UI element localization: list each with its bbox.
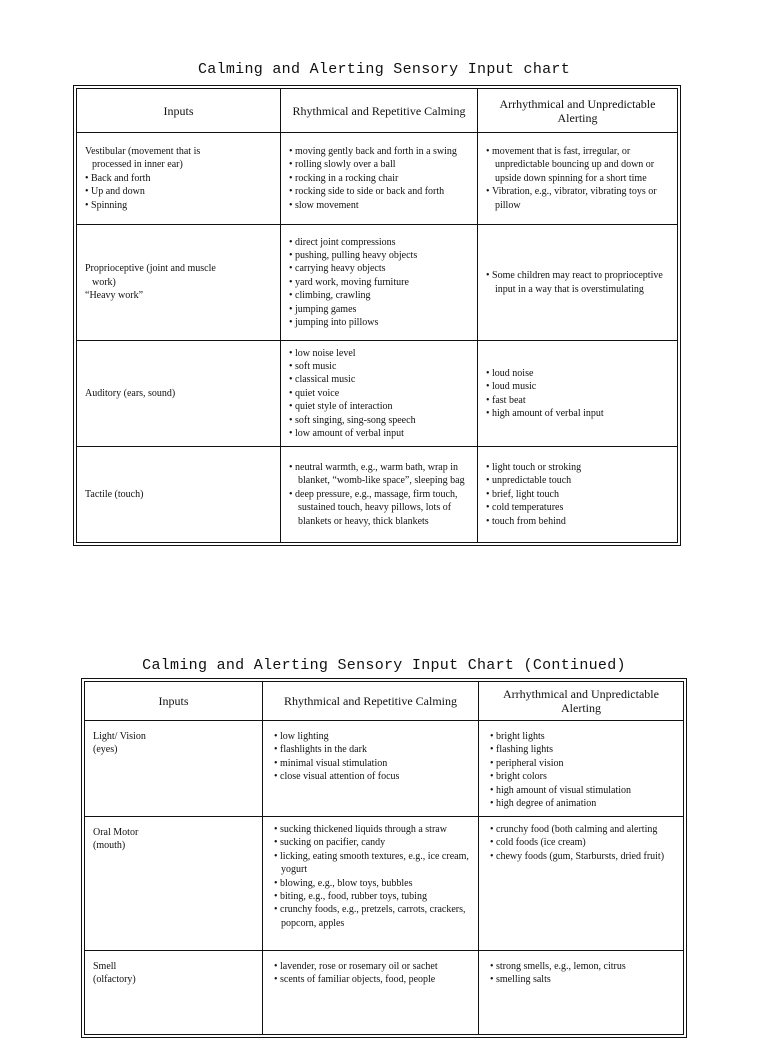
input-title: Light/ Vision <box>93 731 146 742</box>
input-cell <box>77 225 281 341</box>
list-item: • carrying heavy objects <box>289 262 469 275</box>
list-item: • licking, eating smooth textures, e.g., ice cream, yogurt <box>271 850 470 877</box>
list-item: • sucking on pacifier, candy <box>271 836 470 849</box>
alerting-cell <box>478 133 678 225</box>
table-row <box>77 341 678 447</box>
list-item: • low amount of verbal input <box>289 427 469 440</box>
list-item: • cold foods (ice cream) <box>487 836 675 849</box>
list-item: • strong smells, e.g., lemon, citrus <box>487 960 675 973</box>
table2-frame <box>81 678 687 1038</box>
alerting-cell <box>479 721 684 817</box>
list-item: • high amount of visual stimulation <box>487 784 675 797</box>
input-title: Vestibular (movement that is <box>85 145 201 157</box>
header-calming: Rhythmical and Repetitive Calming <box>281 89 478 133</box>
input-title-cont: work) <box>92 276 116 288</box>
list-item: • biting, e.g., food, rubber toys, tubing <box>271 890 470 903</box>
header-inputs: Inputs <box>77 89 281 133</box>
list-item: • peripheral vision <box>487 757 675 770</box>
list-item: • pushing, pulling heavy objects <box>289 249 469 262</box>
list-item: • Back and forth <box>85 172 272 185</box>
header-inputs: Inputs <box>85 682 263 721</box>
table-row <box>85 817 684 951</box>
alerting-cell <box>478 341 678 447</box>
list-item: • fast beat <box>486 394 669 407</box>
list-item: • brief, light touch <box>486 488 669 501</box>
list-item: • moving gently back and forth in a swing <box>289 145 469 158</box>
list-item: • rolling slowly over a ball <box>289 158 469 171</box>
alerting-cell <box>478 225 678 341</box>
list-item: • scents of familiar objects, food, people <box>271 973 470 986</box>
calming-cell <box>281 225 478 341</box>
table1-frame <box>73 85 681 546</box>
header-alerting: Arrhythmical and Unpredictable Alerting <box>479 682 684 721</box>
list-item: • rocking side to side or back and forth <box>289 185 469 198</box>
input-items <box>85 172 272 212</box>
list-item: • cold temperatures <box>486 501 669 514</box>
list-item: • chewy foods (gum, Starbursts, dried fruit) <box>487 850 675 863</box>
table1 <box>76 88 678 543</box>
table-row <box>77 133 678 225</box>
list-item: • Some children may react to proprioceptive input in a way that is overstimulating <box>486 269 669 296</box>
list-item: • movement that is fast, irregular, or unpredictable bouncing up and down or upside down spinning for a short time <box>486 145 669 185</box>
list-item: • jumping into pillows <box>289 316 469 329</box>
table-row <box>77 225 678 341</box>
list-item: • Up and down <box>85 185 272 198</box>
list-item: • bright colors <box>487 770 675 783</box>
table-row <box>85 951 684 1035</box>
list-item: • soft music <box>289 360 469 373</box>
alerting-cell <box>479 951 684 1035</box>
header-alerting: Arrhythmical and Unpredictable Alerting <box>478 89 678 133</box>
list-item: • crunchy foods, e.g., pretzels, carrots, crackers, popcorn, apples <box>271 903 470 930</box>
calming-cell <box>281 447 478 543</box>
list-item: • flashing lights <box>487 743 675 756</box>
list-item: • climbing, crawling <box>289 289 469 302</box>
input-title: Tactile (touch) <box>85 488 144 500</box>
list-item: • direct joint compressions <box>289 236 469 249</box>
input-title: Auditory (ears, sound) <box>85 387 176 399</box>
alerting-cell <box>479 817 684 951</box>
table2-title: Calming and Alerting Sensory Input Chart (Continued) <box>142 657 626 674</box>
list-item: • low lighting <box>271 730 470 743</box>
table1-header-row <box>77 89 678 133</box>
list-item: • high degree of animation <box>487 797 675 810</box>
input-title: Smell <box>93 961 117 972</box>
list-item: • minimal visual stimulation <box>271 757 470 770</box>
list-item: • lavender, rose or rosemary oil or sachet <box>271 960 470 973</box>
list-item: • sucking thickened liquids through a straw <box>271 823 470 836</box>
list-item: • loud noise <box>486 367 669 380</box>
calming-cell <box>281 341 478 447</box>
list-item: • neutral warmth, e.g., warm bath, wrap in blanket, “womb-like space”, sleeping bag <box>289 461 469 488</box>
input-cell <box>85 817 263 951</box>
list-item: • slow movement <box>289 199 469 212</box>
alerting-cell <box>478 447 678 543</box>
list-item: • low noise level <box>289 347 469 360</box>
input-sub: (mouth) <box>93 840 126 852</box>
table1-title: Calming and Alerting Sensory Input chart <box>197 61 571 78</box>
input-cell <box>85 721 263 817</box>
input-title: Proprioceptive (joint and muscle <box>85 263 216 275</box>
input-title: Oral Motor <box>93 827 139 838</box>
list-item: • loud music <box>486 380 669 393</box>
list-item: • rocking in a rocking chair <box>289 172 469 185</box>
list-item: • crunchy food (both calming and alerting <box>487 823 675 836</box>
list-item: • Spinning <box>85 199 272 212</box>
list-item: • high amount of verbal input <box>486 407 669 420</box>
list-item: • bright lights <box>487 730 675 743</box>
header-calming: Rhythmical and Repetitive Calming <box>263 682 479 721</box>
list-item: • jumping games <box>289 303 469 316</box>
input-sub: (eyes) <box>93 744 118 756</box>
list-item: • yard work, moving furniture <box>289 276 469 289</box>
list-item: • unpredictable touch <box>486 474 669 487</box>
list-item: • soft singing, sing-song speech <box>289 414 469 427</box>
input-cell <box>77 447 281 543</box>
input-sub: (olfactory) <box>93 974 136 986</box>
calming-cell <box>263 951 479 1035</box>
list-item: • blowing, e.g., blow toys, bubbles <box>271 877 470 890</box>
list-item: • deep pressure, e.g., massage, firm touch, sustained touch, heavy pillows, lots of blankets or heavy, thick blankets <box>289 488 469 528</box>
calming-cell <box>281 133 478 225</box>
input-cell <box>77 133 281 225</box>
list-item: • flashlights in the dark <box>271 743 470 756</box>
input-extra: “Heavy work” <box>85 290 144 302</box>
list-item: • close visual attention of focus <box>271 770 470 783</box>
list-item: • quiet style of interaction <box>289 400 469 413</box>
list-item: • smelling salts <box>487 973 675 986</box>
list-item: • light touch or stroking <box>486 461 669 474</box>
table2 <box>84 681 684 1035</box>
calming-cell <box>263 817 479 951</box>
list-item: • touch from behind <box>486 515 669 528</box>
list-item: • classical music <box>289 373 469 386</box>
calming-cell <box>263 721 479 817</box>
list-item: • Vibration, e.g., vibrator, vibrating toys or pillow <box>486 185 669 212</box>
list-item: • quiet voice <box>289 387 469 400</box>
table-row <box>85 721 684 817</box>
input-cell <box>85 951 263 1035</box>
input-cell <box>77 341 281 447</box>
input-title-cont: processed in inner ear) <box>92 159 183 171</box>
table2-header-row <box>85 682 684 721</box>
table-row <box>77 447 678 543</box>
